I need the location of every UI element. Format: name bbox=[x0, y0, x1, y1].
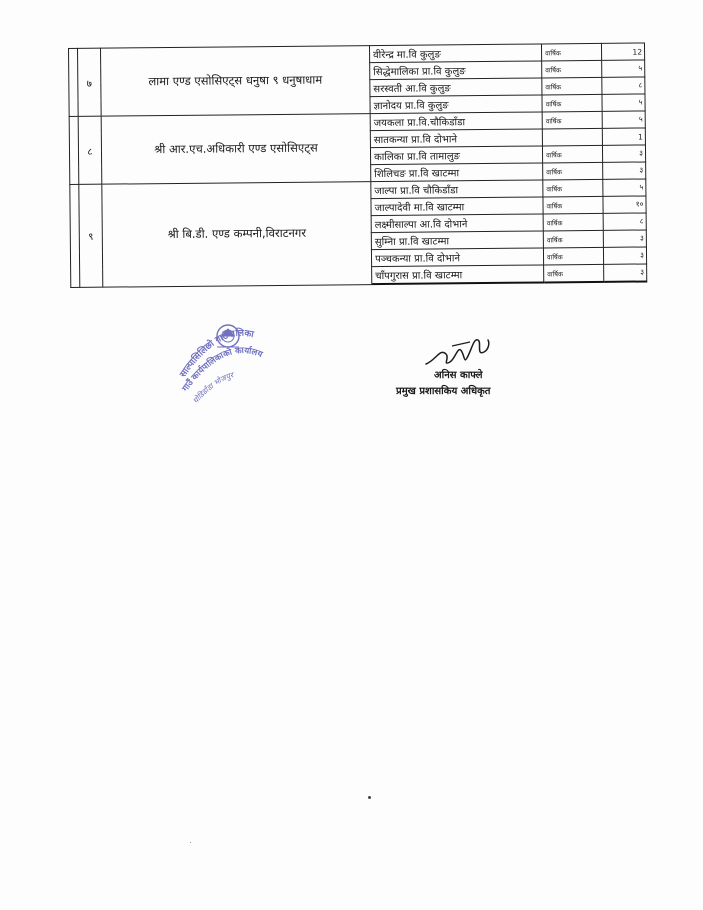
audit-type-cell: वार्षिक bbox=[543, 213, 603, 231]
count-cell: 1 bbox=[602, 128, 645, 145]
seal-line-2: गाउँ कार्यपालिकाको कार्यालय bbox=[180, 345, 264, 394]
audit-assignment-table-sheet bbox=[68, 43, 643, 326]
audit-type-cell: वार्षिक bbox=[543, 196, 603, 214]
scan-speck bbox=[368, 796, 371, 799]
school-name-cell: सरस्वती आ.वि कुलुङ bbox=[370, 78, 542, 97]
audit-type-cell: वार्षिक bbox=[542, 60, 602, 78]
school-name-cell: सातकन्या प्रा.वि दोभाने bbox=[370, 129, 542, 148]
office-seal-stamp bbox=[176, 316, 286, 408]
count-cell: 12 bbox=[601, 43, 644, 60]
count-cell: १० bbox=[603, 196, 646, 213]
count-cell: ५ bbox=[603, 179, 646, 196]
audit-firm-cell: श्री बि.डी. एण्ड कम्पनी,विराटनगर bbox=[102, 182, 372, 287]
seal-line-1: साल्पासिलिछो गाउँपालिका bbox=[178, 328, 255, 380]
audit-type-cell: वार्षिक bbox=[542, 77, 602, 95]
audit-type-cell: वार्षिक bbox=[542, 145, 602, 163]
audit-type-cell: वार्षिक bbox=[541, 43, 601, 61]
audit-type-cell: वार्षिक bbox=[543, 230, 603, 248]
school-name-cell: पञ्चकन्या प्रा.वि दोभाने bbox=[371, 248, 543, 267]
school-name-cell: सिद्धेमालिका प्रा.वि कुलुङ bbox=[370, 61, 542, 80]
school-name-cell: वीरेन्द्र मा.वि कुलुङ bbox=[369, 44, 541, 63]
audit-firm-cell: लामा एण्ड एसोसिएट्स धनुषा ९ धनुषाधाम bbox=[101, 46, 371, 117]
count-cell: ८ bbox=[602, 77, 645, 94]
audit-type-cell: वार्षिक bbox=[543, 162, 603, 180]
serial-number-cell: ८ bbox=[78, 116, 102, 184]
audit-type-cell: वार्षिक bbox=[542, 111, 602, 129]
audit-assignment-table bbox=[68, 42, 647, 288]
school-name-cell: ज्ञानोदय प्रा.वि कुलुङ bbox=[370, 95, 542, 114]
serial-number-cell: ७ bbox=[78, 48, 102, 116]
school-name-cell: जयकला प्रा.वि.चौकिडाँडा bbox=[370, 112, 542, 131]
signatory-title: प्रमुख प्रशासकिय अधिकृत bbox=[396, 386, 491, 397]
school-name-cell: जाल्पादेवी मा.वि खाटम्मा bbox=[371, 197, 543, 216]
audit-type-cell: वार्षिक bbox=[543, 247, 603, 265]
school-name-cell: लक्ष्मीसाल्पा आ.वि दोभाने bbox=[371, 214, 543, 233]
count-cell: ३ bbox=[604, 264, 647, 282]
school-name-cell: कालिका प्रा.वि तामालुङ bbox=[370, 146, 542, 165]
scan-dot bbox=[190, 842, 191, 843]
count-cell: ३ bbox=[603, 162, 646, 179]
count-cell: ३ bbox=[602, 145, 645, 162]
count-cell: ३ bbox=[603, 230, 646, 247]
count-cell: ३ bbox=[603, 247, 646, 264]
count-cell: ५ bbox=[602, 60, 645, 77]
audit-firm-cell: श्री आर.एच.अधिकारी एण्ड एसोसिएट्स bbox=[101, 114, 371, 185]
audit-type-cell: वार्षिक bbox=[543, 179, 603, 197]
serial-number-cell: ९ bbox=[79, 184, 103, 287]
school-name-cell: सुम्निा प्रा.वि खाटम्मा bbox=[371, 231, 543, 250]
count-cell: ५ bbox=[602, 111, 645, 128]
school-name-cell: चाँपगुरास प्रा.वि खाटम्मा bbox=[372, 265, 544, 284]
seal-line-3: घोडिडाँडा भोजपुर bbox=[190, 370, 235, 406]
count-cell: ५ bbox=[602, 94, 645, 111]
school-name-cell: शिलिचङ प्रा.वि खाटम्मा bbox=[371, 163, 543, 182]
audit-type-cell: वार्षिक bbox=[544, 264, 604, 282]
audit-type-cell bbox=[542, 128, 602, 146]
audit-type-cell: वार्षिक bbox=[542, 94, 602, 112]
signatory-name: अनिस काफ्ले bbox=[434, 370, 483, 381]
school-name-cell: जाल्पा प्रा.वि चौकिडाँडा bbox=[371, 180, 543, 199]
count-cell: ८ bbox=[603, 213, 646, 230]
